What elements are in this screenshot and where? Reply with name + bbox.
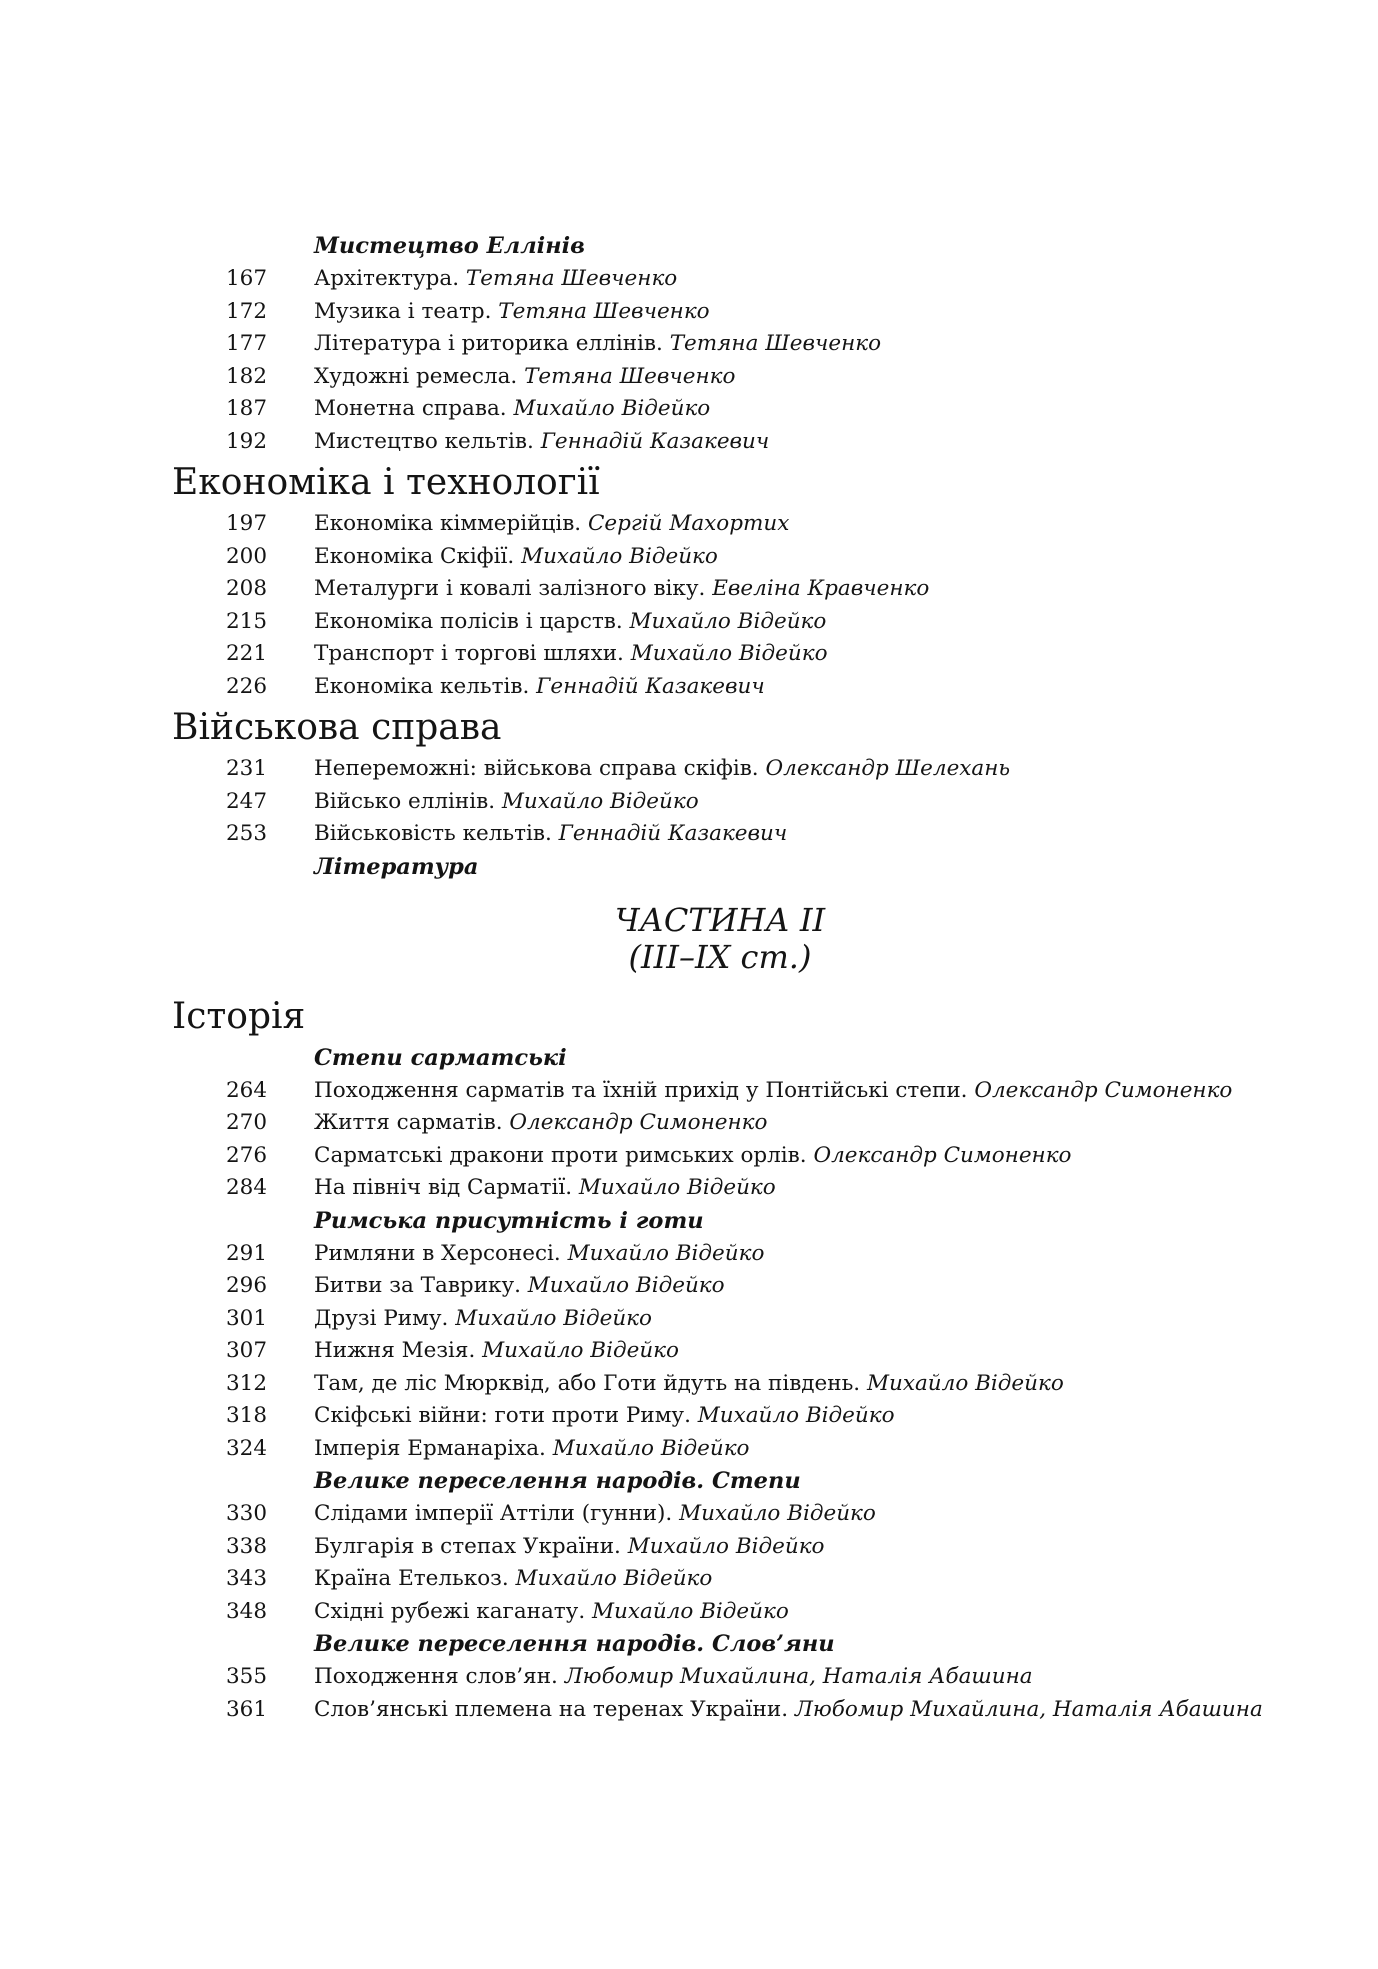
toc-entry [0, 753, 1378, 786]
page-number: 330 [226, 1501, 268, 1526]
entry-author: Михайло Відейко [513, 396, 711, 421]
entry-title: Художні ремесла. [314, 363, 518, 389]
entry-title: Імперія Ерманаріха. [314, 1435, 546, 1461]
entry-author: Михайло Відейко [630, 641, 828, 666]
toc-entry [0, 263, 1378, 296]
entry-author: Любомир Михайлина, Наталія Абашина [794, 1696, 1263, 1722]
toc-entry [0, 818, 1378, 851]
subheading [0, 1465, 1378, 1498]
entry-title: Слідами імперії Аттіли (гунни). [314, 1501, 673, 1526]
page-number: 361 [226, 1696, 268, 1722]
page-number: 167 [226, 266, 268, 291]
subheading-text: Мистецтво Еллінів [314, 233, 585, 259]
toc-entry [0, 1368, 1378, 1401]
page-number: 343 [226, 1566, 268, 1591]
page-number: 253 [226, 821, 268, 846]
entry-author: Олександр Симоненко [509, 1110, 768, 1135]
entry-title: Музика і театр. [314, 298, 492, 324]
entry-author: Тетяна Шевченко [524, 363, 736, 389]
toc-entry [0, 1498, 1378, 1531]
entry-author: Михайло Відейко [567, 1240, 765, 1266]
entry-title: Там, де ліс Мюрквід, або Готи йдуть на південь. [314, 1370, 861, 1396]
subheading [0, 1205, 1378, 1238]
entry-author: Михайло Відейко [627, 1533, 825, 1559]
entry-author: Геннадій Казакевич [540, 428, 770, 454]
entry-author: Михайло Відейко [515, 1566, 713, 1591]
entry-author: Михайло Відейко [527, 1273, 725, 1298]
entry-title: Друзі Риму. [314, 1305, 449, 1331]
entry-title: Військо еллінів. [314, 788, 496, 814]
entry-title: Битви за Таврику. [314, 1273, 521, 1298]
entry-title: Походження сарматів та їхній прихід у Понтійські степи. [314, 1077, 968, 1103]
entry-title: Військовість кельтів. [314, 821, 552, 846]
subheading [0, 230, 1378, 263]
entry-author: Михайло Відейко [629, 608, 827, 634]
page-number: 291 [226, 1240, 268, 1266]
toc-entry [0, 1075, 1378, 1108]
entry-title: На північ від Сарматії. [314, 1175, 573, 1200]
entry-title: Походження слов’ян. [314, 1664, 558, 1689]
subheading [0, 1042, 1378, 1075]
entry-author: Михайло Відейко [482, 1338, 679, 1363]
toc-entry [0, 1335, 1378, 1368]
page-number: 200 [226, 543, 268, 569]
toc-entry [0, 638, 1378, 671]
entry-author: Михайло Відейко [578, 1175, 776, 1200]
subheading-text: Римська присутність і готи [314, 1207, 704, 1234]
entry-title: Булгарія в степах України. [314, 1533, 621, 1559]
page-number: 172 [226, 298, 268, 324]
entry-author: Сергій Махортих [587, 511, 790, 536]
page-number: 247 [226, 788, 268, 814]
toc-entry [0, 1303, 1378, 1336]
page-number: 208 [226, 576, 268, 601]
toc-entry [0, 1531, 1378, 1564]
entry-title: Економіка кельтів. [314, 673, 530, 699]
toc-entry [0, 1140, 1378, 1173]
entry-author: Михайло Відейко [697, 1403, 895, 1428]
toc-entry [0, 508, 1378, 541]
entry-author: Михайло Відейко [679, 1501, 876, 1526]
toc-entry [0, 786, 1378, 819]
toc-entry [0, 1400, 1378, 1433]
entry-author: Михайло Відейко [592, 1598, 789, 1624]
page-number: 296 [226, 1273, 268, 1298]
page-number: 338 [226, 1533, 268, 1559]
entry-title: Мистецтво кельтів. [314, 428, 534, 454]
page-number: 307 [226, 1338, 268, 1363]
entry-title: Економіка кіммерійців. [314, 511, 582, 536]
entry-title: Східні рубежі каганату. [314, 1598, 586, 1624]
entry-title: Римляни в Херсонесі. [314, 1240, 561, 1266]
page-number: 318 [226, 1403, 268, 1428]
page-number: 276 [226, 1142, 268, 1168]
toc-entry [0, 1172, 1378, 1205]
subheading-text: Література [314, 853, 479, 880]
page-number: 264 [226, 1077, 268, 1103]
toc-entry [0, 1694, 1378, 1727]
page-number: 187 [226, 396, 268, 421]
entry-author: Михайло Відейко [521, 543, 718, 569]
subheading [0, 1628, 1378, 1661]
toc-entry [0, 573, 1378, 606]
section-heading: Військова справа [172, 707, 502, 748]
entry-title: Нижня Мезія. [314, 1338, 476, 1363]
entry-title: Монетна справа. [314, 396, 507, 421]
page-number: 231 [226, 756, 268, 781]
entry-author: Геннадій Казакевич [536, 673, 765, 699]
entry-author: Тетяна Шевченко [498, 298, 710, 324]
entry-title: Життя сарматів. [314, 1110, 503, 1135]
entry-title: Економіка полісів і царств. [314, 608, 623, 634]
subheading-text: Велике переселення народів. Слов’яни [314, 1631, 835, 1657]
toc-entry [0, 393, 1378, 426]
entry-title: Слов’янські племена на теренах України. [314, 1696, 789, 1722]
toc-entry [0, 606, 1378, 639]
entry-title: Архітектура. [314, 266, 460, 291]
toc-entry [0, 1661, 1378, 1694]
part-heading [0, 902, 1378, 976]
page-number: 348 [226, 1598, 268, 1624]
toc-entry [0, 671, 1378, 704]
entry-author: Михайло Відейко [552, 1435, 750, 1461]
toc-entry [0, 426, 1378, 459]
page-number: 324 [226, 1435, 268, 1461]
entry-author: Михайло Відейко [866, 1370, 1064, 1396]
toc-entry [0, 361, 1378, 394]
section-heading: Історія [172, 995, 306, 1037]
page-number: 270 [226, 1110, 268, 1135]
entry-title: Непереможні: військова справа скіфів. [314, 756, 759, 781]
entry-author: Евеліна Кравченко [712, 576, 930, 601]
toc-content [0, 230, 1378, 1726]
entry-author: Михайло Відейко [455, 1305, 652, 1331]
part-title: ЧАСТИНА ІІ [614, 900, 826, 939]
toc-entry [0, 1107, 1378, 1140]
toc-entry [0, 1596, 1378, 1629]
toc-entry [0, 1270, 1378, 1303]
entry-title: Сарматські дракони проти римських орлів. [314, 1142, 807, 1168]
page-number: 192 [226, 428, 268, 454]
page-number: 301 [226, 1305, 268, 1331]
toc-entry [0, 1563, 1378, 1596]
page-number: 215 [226, 608, 268, 634]
entry-title: Економіка Скіфії. [314, 543, 515, 569]
entry-author: Олександр Шелехань [765, 756, 1011, 781]
entry-title: Транспорт і торгові шляхи. [314, 641, 624, 666]
entry-author: Тетяна Шевченко [669, 331, 882, 356]
entry-author: Олександр Симоненко [813, 1142, 1072, 1168]
subheading [0, 851, 1378, 884]
entry-title: Металурги і ковалі залізного віку. [314, 576, 706, 601]
subheading-text: Велике переселення народів. Степи [314, 1468, 801, 1494]
page-number: 221 [226, 641, 268, 666]
toc-entry [0, 541, 1378, 574]
page-number: 177 [226, 331, 268, 356]
entry-title: Скіфські війни: готи проти Риму. [314, 1403, 691, 1428]
part-period: (ІІІ–ІХ ст.) [628, 937, 812, 976]
entry-title: Країна Етелькоз. [314, 1566, 509, 1591]
page-number: 226 [226, 673, 268, 699]
entry-author: Любомир Михайлина, Наталія Абашина [564, 1664, 1033, 1689]
subheading-text: Степи сарматські [314, 1044, 567, 1071]
toc-entry [0, 328, 1378, 361]
toc-entry [0, 1238, 1378, 1271]
entry-author: Олександр Симоненко [974, 1077, 1233, 1103]
page-number: 312 [226, 1370, 268, 1396]
toc-entry [0, 296, 1378, 329]
page-number: 197 [226, 511, 268, 536]
page-number: 284 [226, 1175, 268, 1200]
entry-author: Тетяна Шевченко [465, 266, 678, 291]
page-number: 182 [226, 363, 268, 389]
entry-author: Михайло Відейко [501, 788, 699, 814]
entry-author: Геннадій Казакевич [558, 821, 788, 846]
toc-entry [0, 1433, 1378, 1466]
section-heading: Економіка і технології [172, 462, 600, 503]
page-number: 355 [226, 1664, 268, 1689]
entry-title: Література і риторика еллінів. [314, 331, 663, 356]
